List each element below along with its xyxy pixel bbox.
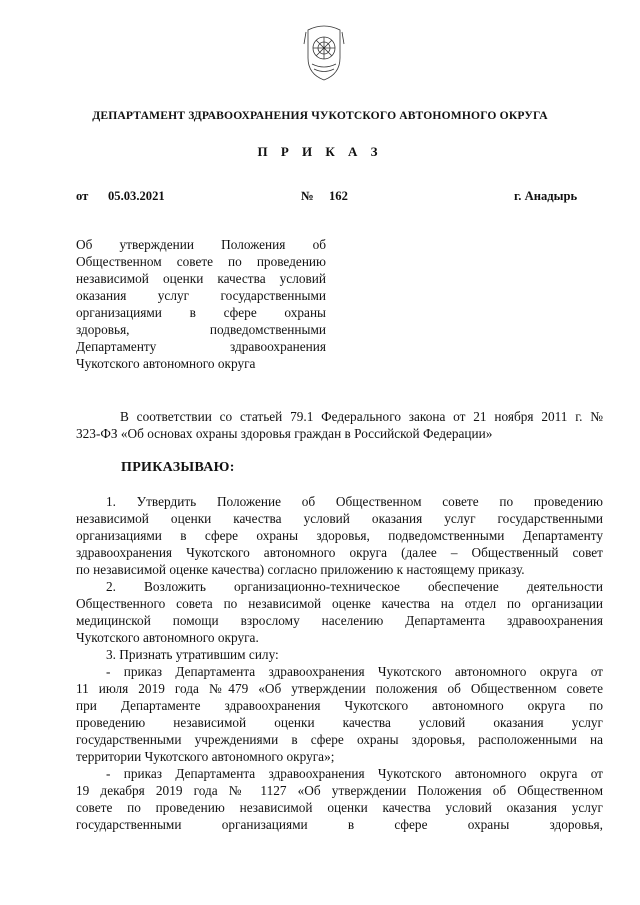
item-3b-line: государственными организациями в сфере охраны здоровья, bbox=[76, 817, 603, 832]
item-3 bbox=[76, 646, 603, 833]
subject-line: Об утверждении Положения об bbox=[76, 237, 326, 252]
order-city: г. Анадырь bbox=[514, 189, 578, 203]
item-3a-line: при Департаменте здравоохранения Чукотского автономного округа по bbox=[76, 698, 603, 713]
subject-line: здоровья, подведомственными bbox=[76, 322, 326, 337]
subject-line: Департаменту здравоохранения bbox=[76, 339, 326, 354]
subject-line: оказания услуг государственными bbox=[76, 288, 326, 303]
item-3a-line: территории Чукотского автономного округа»; bbox=[76, 749, 335, 764]
item-3b-line: - приказ Департамента здравоохранения Чукотского автономного округа от bbox=[106, 766, 603, 781]
order-number: 162 bbox=[329, 189, 348, 203]
subject-line: независимой оценки качества условий bbox=[76, 271, 326, 286]
item-2-line: медицинской помощи взрослому населению Департамента здравоохранения bbox=[76, 613, 603, 628]
preamble-line: В соответствии со статьей 79.1 Федерального закона от 21 ноября 2011 г. № bbox=[120, 409, 603, 424]
item-1-line: организациями в сфере охраны здоровья, подведомственными Департаменту bbox=[76, 528, 603, 543]
date-prefix: от bbox=[76, 189, 89, 203]
preamble-line: 323-ФЗ «Об основах охраны здоровья граждан в Российской Федерации» bbox=[76, 426, 493, 441]
preamble bbox=[76, 408, 603, 442]
item-3a-line: 11 июля 2019 года №479 «Об утверждении положения об Общественном совете bbox=[76, 681, 603, 696]
item-1-line: независимой оценки качества условий оказания услуг государственными bbox=[76, 511, 603, 526]
item-3a-line: государственными учреждениями в сфере охраны здоровья, расположенными на bbox=[76, 732, 603, 747]
item-3b-line: 19 декабря 2019 года № 1127 «Об утверждении Положения об Общественном bbox=[76, 783, 603, 798]
item-3-heading: 3. Признать утратившим силу: bbox=[106, 647, 279, 662]
subject-line: организациями в сфере охраны bbox=[76, 305, 326, 320]
document-type-title: П Р И К А З bbox=[257, 144, 383, 159]
item-2-line: Общественного совета по независимой оценке качества на отдел по организации bbox=[76, 596, 603, 611]
item-2-line: Чукотского автономного округа. bbox=[76, 630, 259, 645]
item-1-line: 1. Утвердить Положение об Общественном совете по проведению bbox=[106, 494, 603, 509]
subject-line: Общественном совете по проведению bbox=[76, 254, 326, 269]
item-2 bbox=[76, 578, 603, 646]
item-3a-line: - приказ Департамента здравоохранения Чукотского автономного округа от bbox=[106, 664, 603, 679]
order-date: 05.03.2021 bbox=[108, 189, 165, 203]
coat-of-arms-emblem bbox=[302, 24, 346, 82]
item-2-line: 2. Возложить организационно-техническое обеспечение деятельности bbox=[106, 579, 603, 594]
item-1-line: здравоохранения Чукотского автономного округа (далее – Общественный совет bbox=[76, 545, 603, 560]
department-name: ДЕПАРТАМЕНТ ЗДРАВООХРАНЕНИЯ ЧУКОТСКОГО АВТОНОМНОГО ОКРУГА bbox=[92, 109, 548, 122]
order-verb-heading: ПРИКАЗЫВАЮ: bbox=[121, 460, 235, 475]
number-sign: № bbox=[301, 189, 314, 203]
order-subject bbox=[76, 236, 326, 372]
subject-line: Чукотского автономного округа bbox=[76, 356, 256, 371]
item-1-line: по независимой оценке качества) согласно приложению к настоящему приказу. bbox=[76, 562, 525, 577]
item-3b-line: совете по проведению независимой оценки качества условий оказания услуг bbox=[76, 800, 603, 815]
item-3a-line: проведению независимой оценки качества условий оказания услуг bbox=[76, 715, 603, 730]
item-1 bbox=[76, 493, 603, 578]
